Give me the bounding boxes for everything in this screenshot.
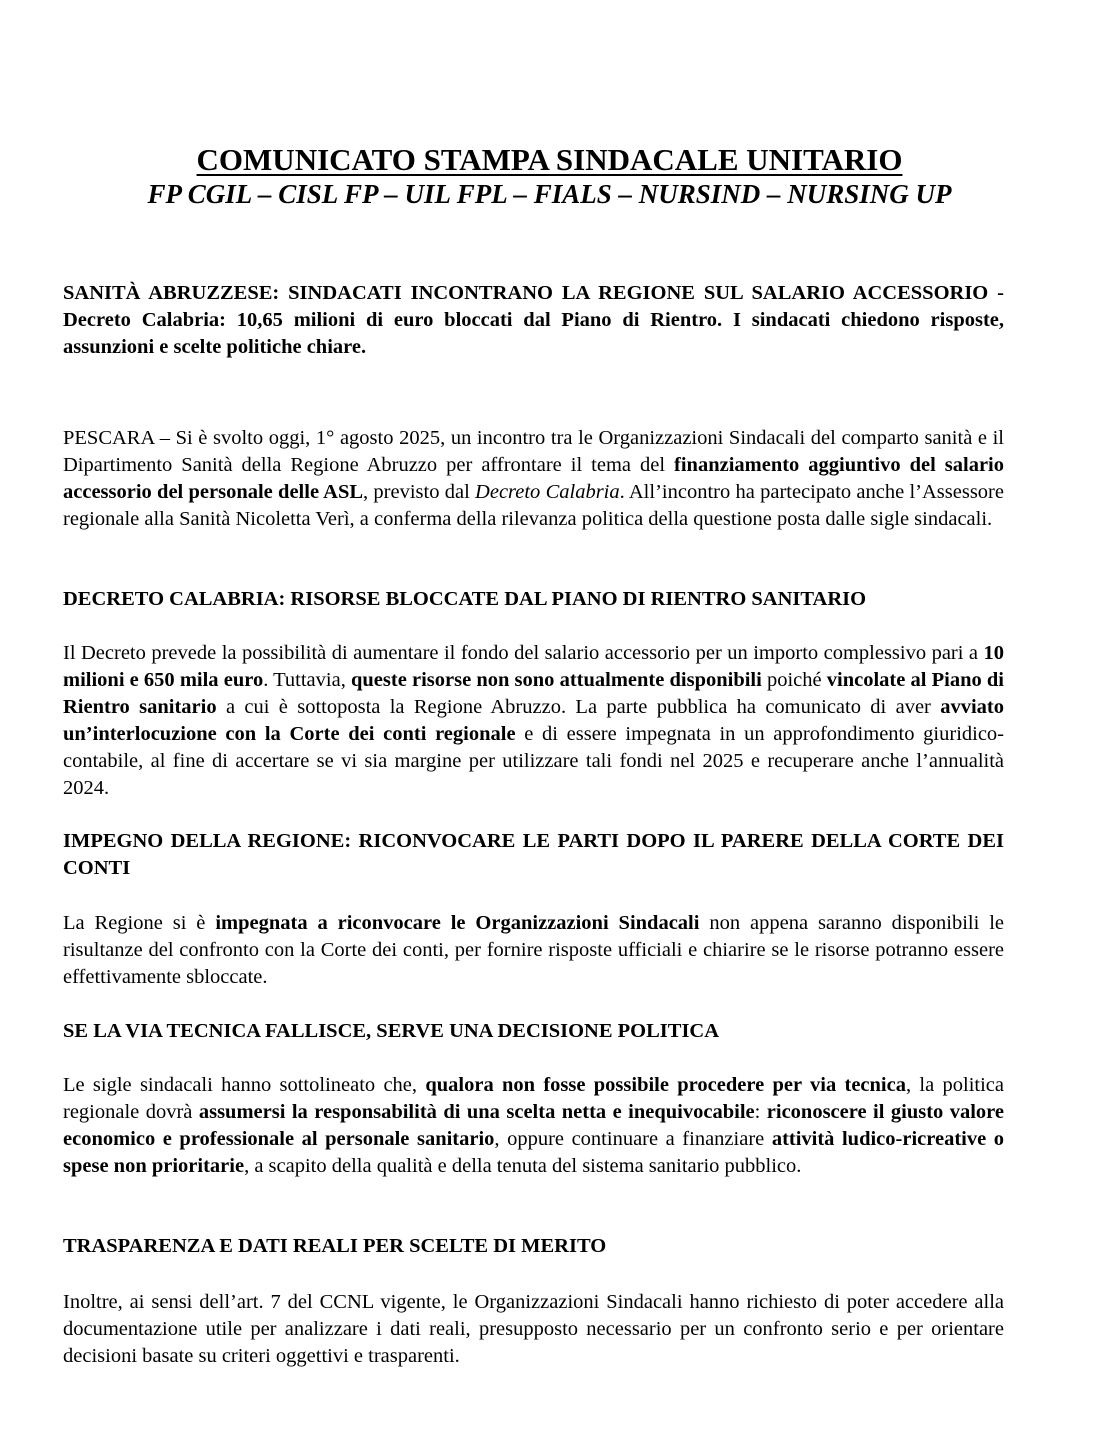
section1-bold-4: avviato un’interlocuzione con la Corte dei conti regionale <box>63 696 1004 745</box>
lead-headline-part2: - Decreto Calabria: 10,65 milioni di euro bloccati dal Piano di Rientro. I sindacati chiedono risposte, assunzioni e scelte politiche chiare. <box>63 282 1004 358</box>
section3-bold-3: riconoscere il giusto valore economico e professionale al personale sanitario <box>63 1101 1004 1150</box>
section3-bold-4: attività ludico-ricreative o spese non prioritarie <box>63 1128 1005 1177</box>
document-subtitle: FP CGIL – CISL FP – UIL FPL – FIALS – NURSIND – NURSING UP <box>147 179 952 209</box>
section3-text-1: Le sigle sindacali hanno sottolineato che, <box>63 1074 426 1096</box>
section3-paragraph <box>63 1072 1004 1180</box>
section2-bold-1: impegnata a riconvocare le Organizzazioni Sindacali <box>215 912 700 934</box>
intro-text-1: PESCARA – Si è svolto oggi, 1° agosto 2025, un incontro tra le Organizzazioni Sindacali del comparto sanità e il Dipartimento Sanità della Regione Abruzzo per affrontare il tema del <box>63 427 1004 476</box>
section1-text-1: Il Decreto prevede la possibilità di aumentare il fondo del salario accessorio per un importo complessivo pari a <box>63 642 984 664</box>
section2-text-2: non appena saranno disponibili le risultanze del confronto con la Corte dei conti, per fornire risposte ufficiali e chiarire se le risorse potranno essere effettivamente sbloccate. <box>63 912 1004 988</box>
section1-text-2: . Tuttavia, <box>263 669 351 691</box>
section1-bold-2: queste risorse non sono attualmente disponibili <box>351 669 762 691</box>
section3-heading: SE LA VIA TECNICA FALLISCE, SERVE UNA DECISIONE POLITICA <box>63 1020 720 1042</box>
section1-heading: DECRETO CALABRIA: RISORSE BLOCCATE DAL PIANO DI RIENTRO SANITARIO <box>63 588 867 610</box>
section2-text-1: La Regione si è <box>63 912 216 934</box>
intro-text-3: . All’incontro ha partecipato anche l’Assessore regionale alla Sanità Nicoletta Verì, a conferma della rilevanza politica della questione posta dalle sigle sindacali. <box>63 481 1004 530</box>
section1-bold-1: 10 milioni e 650 mila euro <box>63 642 1004 691</box>
section3-text-2: , la politica regionale dovrà <box>63 1074 1004 1123</box>
intro-bold-1: finanziamento aggiuntivo del salario accessorio del personale delle ASL <box>63 454 1004 503</box>
section1-bold-3: vincolate al Piano di Rientro sanitario <box>63 669 1004 718</box>
document-title: COMUNICATO STAMPA SINDACALE UNITARIO <box>196 142 903 177</box>
section2-paragraph <box>63 910 1004 991</box>
lead-headline-part1: SANITÀ ABRUZZESE: SINDACATI INCONTRANO LA REGIONE SUL SALARIO ACCESSORIO <box>63 282 989 304</box>
section1-text-3: poiché <box>761 669 827 691</box>
section3-bold-2: assumersi la responsabilità di una scelta netta e inequivocabile <box>198 1101 755 1123</box>
section3-text-5: , a scapito della qualità e della tenuta del sistema sanitario pubblico. <box>244 1155 802 1177</box>
section3-text-3: : <box>754 1101 767 1123</box>
section4-paragraph: Inoltre, ai sensi dell’art. 7 del CCNL vigente, le Organizzazioni Sindacali hanno richiesto di poter accedere alla documentazione utile per analizzare i dati reali, presupposto necessario per un confronto serio e per orientare decisioni basate su criteri oggettivi e trasparenti. <box>63 1291 1004 1367</box>
section1-paragraph <box>63 640 1004 802</box>
section1-text-4: a cui è sottoposta la Regione Abruzzo. La parte pubblica ha comunicato di aver <box>216 696 941 718</box>
section4-heading: TRASPARENZA E DATI REALI PER SCELTE DI MERITO <box>63 1235 607 1257</box>
lead-headline <box>63 280 1004 361</box>
intro-text-2: , previsto dal <box>363 481 476 503</box>
section2-heading: IMPEGNO DELLA REGIONE: RICONVOCARE LE PARTI DOPO IL PARERE DELLA CORTE DEI CONTI <box>63 830 1004 879</box>
intro-italic-1: Decreto Calabria <box>475 481 620 503</box>
intro-paragraph <box>63 425 1004 533</box>
section1-text-5: e di essere impegnata in un approfondimento giuridico-contabile, al fine di accertare se vi sia margine per utilizzare tali fondi nel 2025 e recuperare anche l’annualità 2024. <box>63 723 1005 799</box>
section3-text-4: , oppure continuare a finanziare <box>494 1128 772 1150</box>
section3-bold-1: qualora non fosse possibile procedere per via tecnica <box>425 1074 906 1096</box>
